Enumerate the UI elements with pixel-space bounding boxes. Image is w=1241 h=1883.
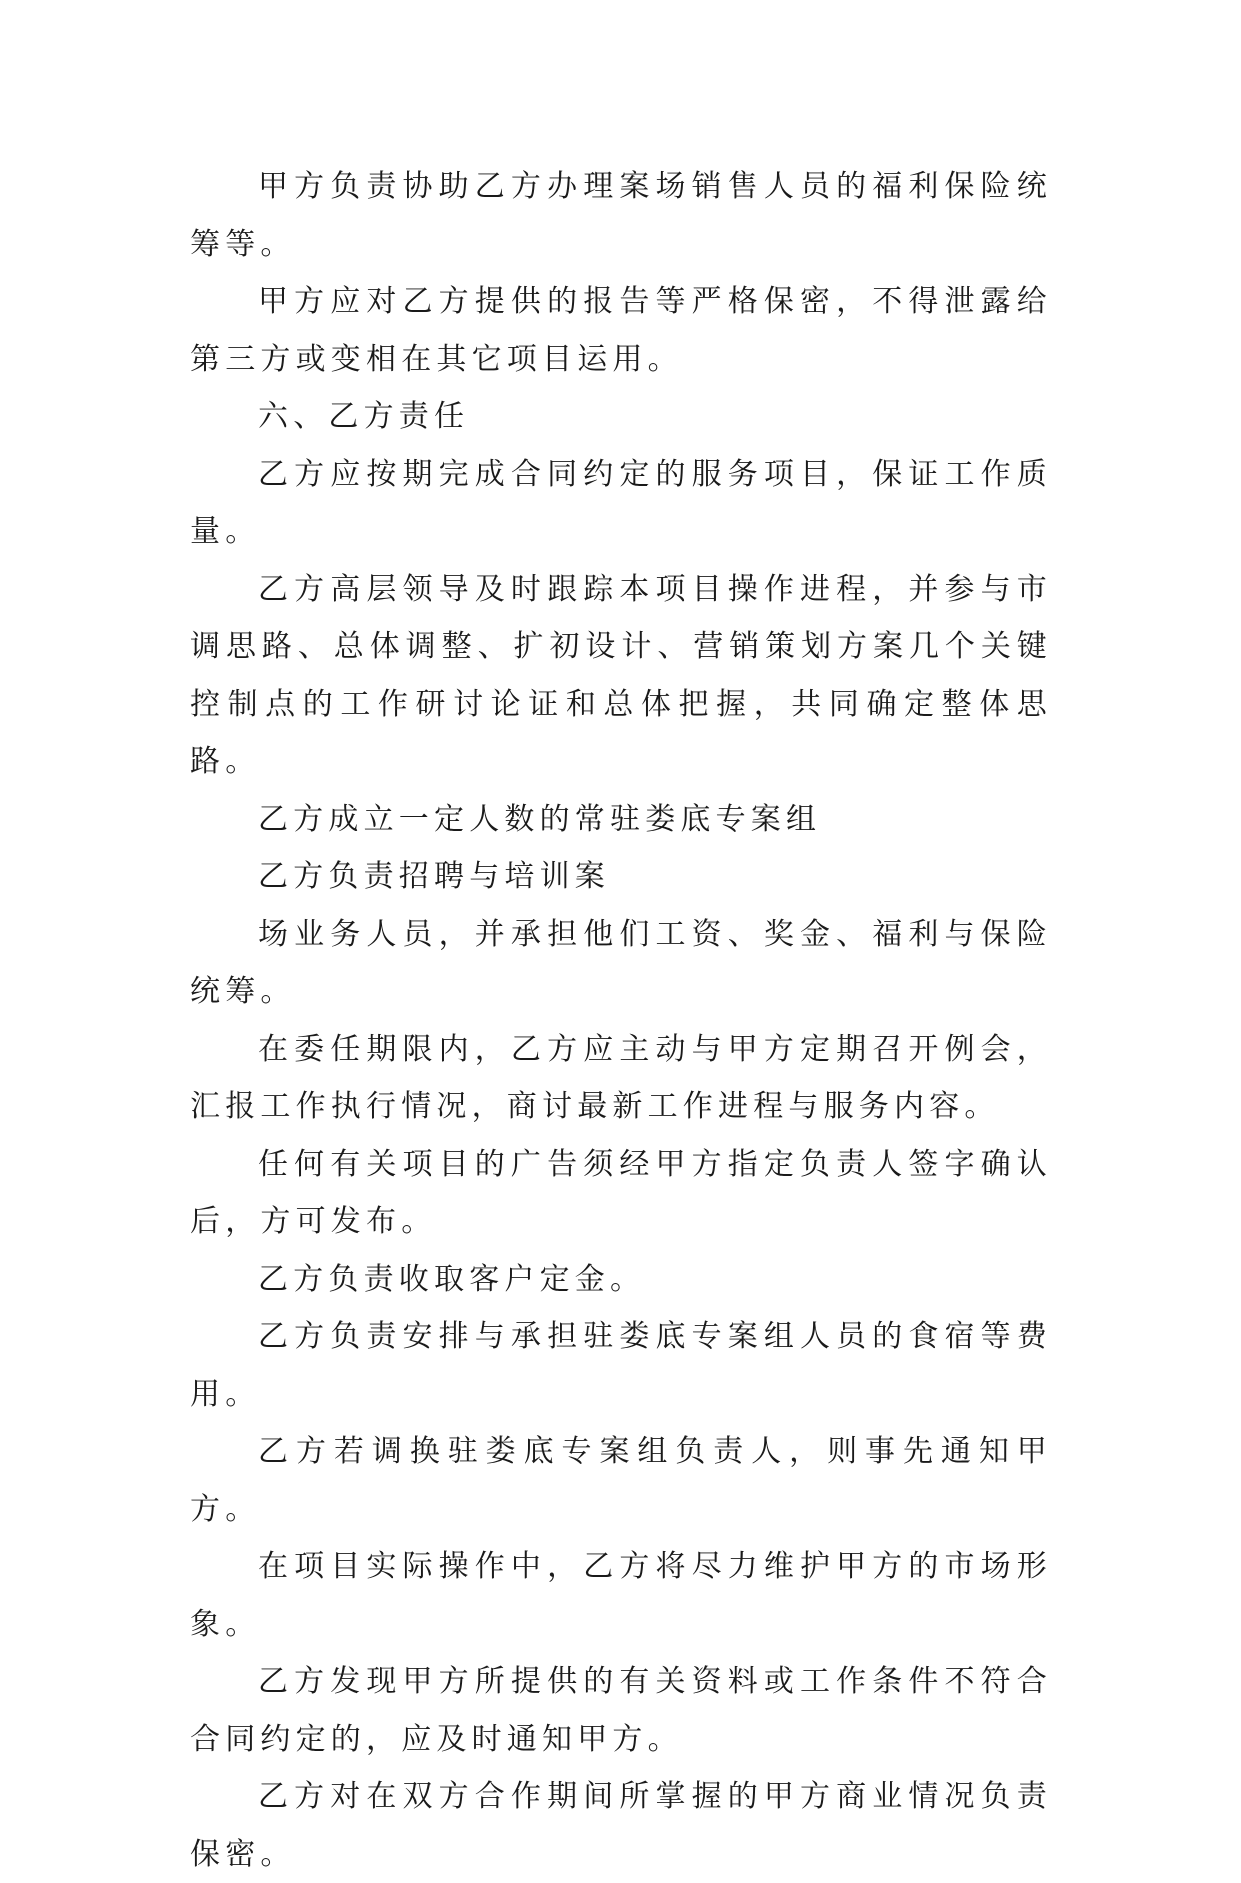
paragraph: 任何有关项目的广告须经甲方指定负责人签字确认后，方可发布。 xyxy=(190,1146,1052,1239)
paragraph: 乙方成立一定人数的常驻娄底专案组 xyxy=(258,801,822,837)
section-heading: 六、乙方责任 xyxy=(258,399,470,434)
paragraph: 乙方应按期完成合同约定的服务项目，保证工作质量。 xyxy=(190,456,1052,549)
paragraph: 乙方对在双方合作期间所掌握的甲方商业情况负责保密。 xyxy=(190,1779,1052,1872)
paragraph: 乙方若调换驻娄底专案组负责人，则事先通知甲方。 xyxy=(190,1434,1052,1527)
paragraph: 乙方负责收取客户定金。 xyxy=(258,1261,646,1297)
paragraph: 在项目实际操作中，乙方将尽力维护甲方的市场形象。 xyxy=(190,1549,1052,1642)
paragraph: 甲方负责协助乙方办理案场销售人员的福利保险统筹等。 xyxy=(190,169,1052,262)
paragraph: 乙方负责安排与承担驻娄底专案组人员的食宿等费用。 xyxy=(190,1319,1052,1412)
paragraph: 在委任期限内，乙方应主动与甲方定期召开例会，汇报工作执行情况，商讨最新工作进程与服务内容。 xyxy=(190,1031,1052,1124)
paragraph: 乙方负责招聘与培训案 xyxy=(258,859,610,894)
paragraph: 场业务人员，并承担他们工资、奖金、福利与保险统筹。 xyxy=(190,916,1052,1009)
paragraph: 乙方高层领导及时跟踪本项目操作进程，并参与市调思路、总体调整、扩初设计、营销策划方案几个关键控制点的工作研讨论证和总体把握，共同确定整体思路。 xyxy=(190,571,1052,779)
paragraph: 甲方应对乙方提供的报告等严格保密，不得泄露给第三方或变相在其它项目运用。 xyxy=(190,284,1052,377)
document-body xyxy=(190,158,1052,1883)
paragraph: 乙方发现甲方所提供的有关资料或工作条件不符合合同约定的，应及时通知甲方。 xyxy=(190,1664,1052,1757)
